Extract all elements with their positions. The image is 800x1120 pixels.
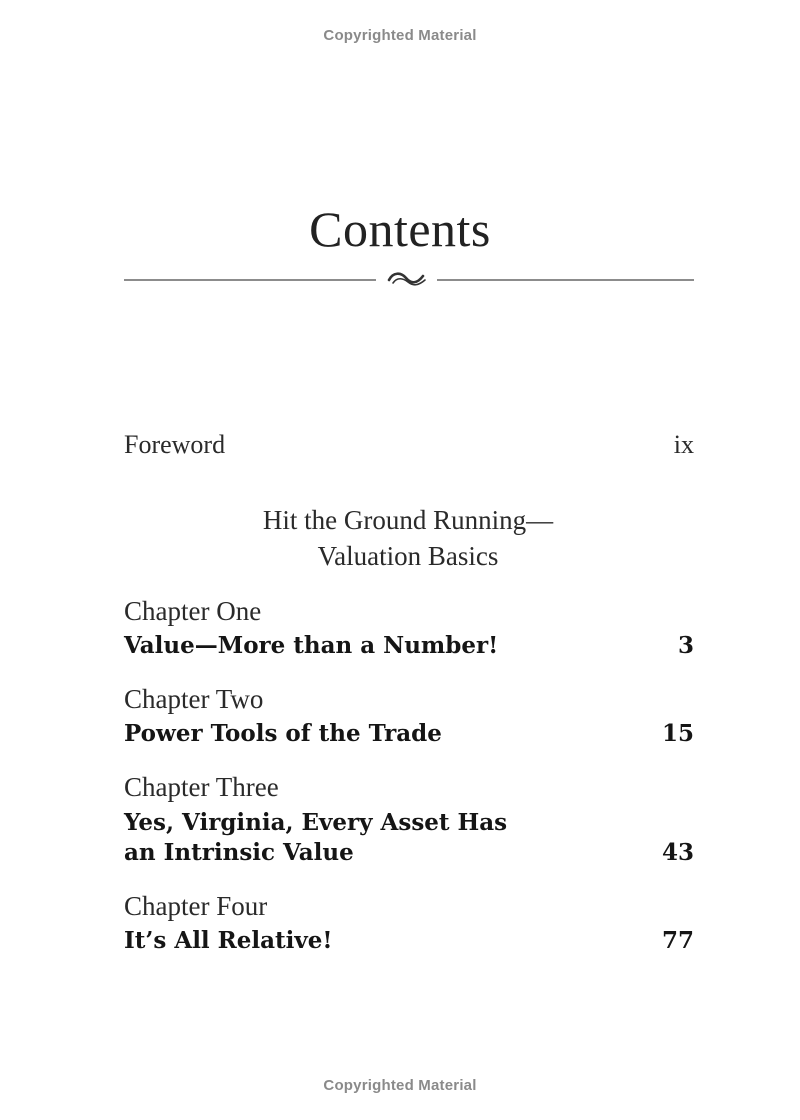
chapter-page-number-three: 43 — [661, 839, 694, 866]
chapter-title-three-line1: Yes, Virginia, Every Asset Has — [124, 809, 508, 836]
chapter-page-number-one: 3 — [677, 632, 694, 659]
part-heading-line1: Hit the Ground Running— — [262, 505, 554, 535]
toc-entry-chapter-one[interactable] — [124, 632, 694, 659]
chapter-title-three-line2: an Intrinsic Value — [124, 839, 354, 866]
chapter-label-four: Chapter Four — [124, 891, 268, 921]
part-heading — [0, 502, 800, 574]
chapter-label-two: Chapter Two — [124, 684, 264, 714]
chapter-label-one: Chapter One — [124, 596, 262, 626]
copyright-watermark-top: Copyrighted Material — [323, 27, 477, 44]
toc-entry-chapter-four[interactable] — [124, 927, 694, 954]
chapter-title-four: It’s All Relative! — [124, 927, 333, 954]
toc-entry-chapter-two[interactable] — [124, 720, 694, 747]
foreword-label: Foreword — [124, 430, 226, 459]
chapter-page-number-two: 15 — [661, 720, 694, 747]
chapter-title-one: Value—More than a Number! — [124, 632, 499, 659]
chapter-page-number-four: 77 — [661, 927, 694, 954]
toc-entry-chapter-three-line1[interactable] — [124, 809, 694, 836]
foreword-page-number: ix — [673, 430, 694, 459]
toc-entry-chapter-three[interactable] — [124, 839, 694, 866]
toc-entry-foreword[interactable] — [124, 430, 694, 460]
divider-rule-left — [124, 279, 376, 281]
copyright-watermark-bottom: Copyrighted Material — [323, 1077, 477, 1094]
divider-rule-right — [437, 279, 694, 281]
page-title: Contents — [309, 201, 491, 257]
chapter-label-three: Chapter Three — [124, 772, 279, 802]
swash-ornament-icon — [383, 258, 431, 298]
part-heading-line2: Valuation Basics — [317, 541, 499, 571]
chapter-title-two: Power Tools of the Trade — [124, 720, 442, 747]
